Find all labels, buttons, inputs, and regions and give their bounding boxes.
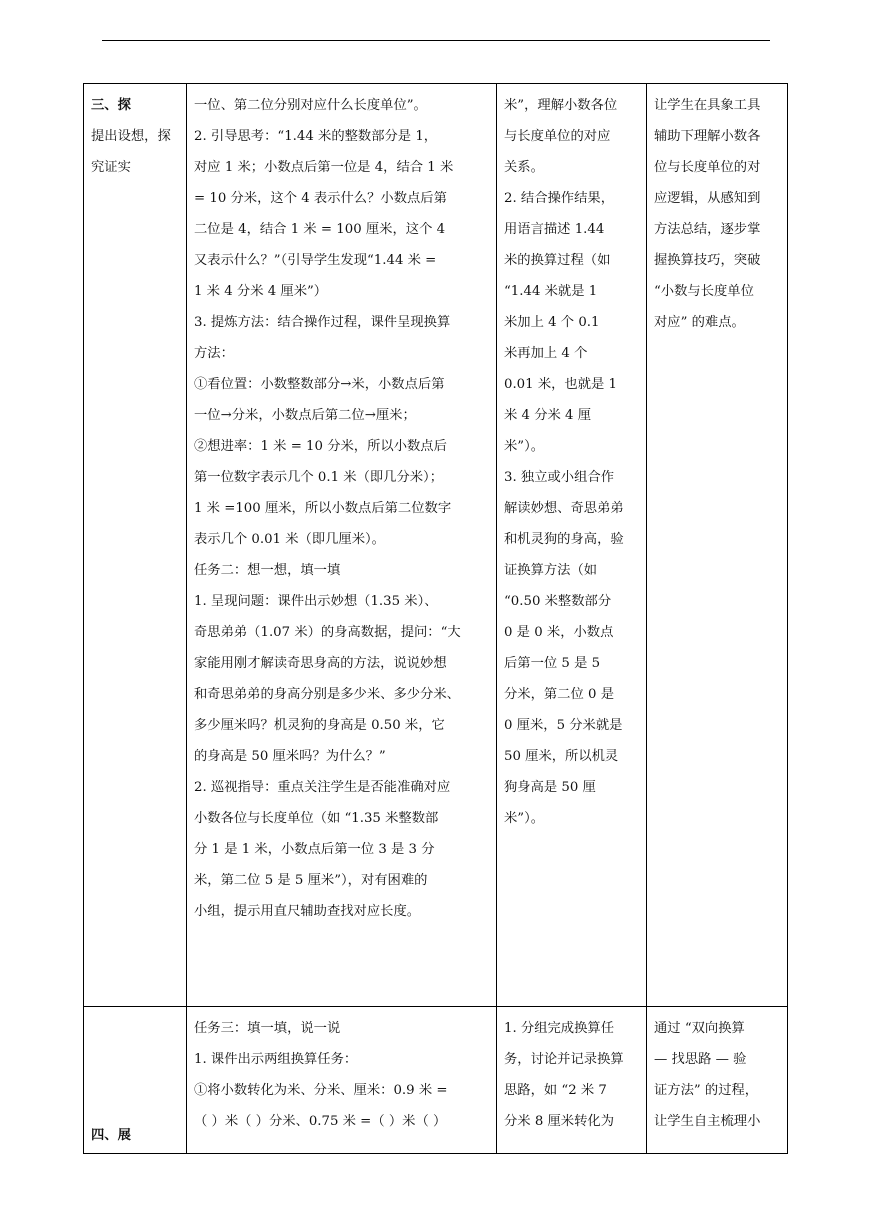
teacher-line: 表示几个 0.01 米（即几厘米）。 bbox=[194, 532, 385, 547]
student-line: 和机灵狗的身高，验 bbox=[504, 532, 624, 547]
student-line: 米”）。 bbox=[504, 811, 545, 826]
teacher-line: 任务二：想一想，填一填 bbox=[194, 563, 341, 578]
design-intent-cell bbox=[647, 84, 788, 1007]
stage-line: 三、探 bbox=[91, 98, 131, 113]
student-line: 0.01 米，也就是 1 bbox=[504, 377, 618, 392]
stage-line: 提出设想，探 bbox=[91, 129, 171, 144]
teacher-line: 1 米 =100 厘米，所以小数点后第二位数字 bbox=[194, 501, 452, 516]
stage-cell bbox=[84, 84, 187, 1007]
intent-line: 让学生自主梳理小 bbox=[654, 1114, 761, 1129]
teacher-line: 3. 提炼方法：结合操作过程，课件呈现换算 bbox=[194, 315, 451, 330]
teacher-line: 的身高是 50 厘米吗？为什么？” bbox=[194, 749, 386, 764]
teacher-line: 任务三：填一填，说一说 bbox=[194, 1021, 341, 1036]
teacher-line: 方法： bbox=[194, 346, 234, 361]
teacher-line: 分 1 是 1 米，小数点后第一位 3 是 3 分 bbox=[194, 842, 435, 857]
teacher-line: ①看位置：小数整数部分→米，小数点后第 bbox=[194, 377, 445, 392]
teacher-line: 多少厘米吗？机灵狗的身高是 0.50 米，它 bbox=[194, 718, 445, 733]
student-line: 关系。 bbox=[504, 160, 544, 175]
teacher-line: ①将小数转化为米、分米、厘米：0.9 米 = bbox=[194, 1083, 448, 1098]
intent-line: — 找思路 — 验 bbox=[654, 1052, 747, 1067]
student-line: 分米，第二位 0 是 bbox=[504, 687, 614, 702]
design-intent-cell bbox=[647, 1007, 788, 1154]
intent-line: 辅助下理解小数各 bbox=[654, 129, 761, 144]
student-line: 米加上 4 个 0.1 bbox=[504, 315, 600, 330]
table-row bbox=[84, 1007, 788, 1154]
intent-line: 方法总结，逐步掌 bbox=[654, 222, 761, 237]
student-line: 务，讨论并记录换算 bbox=[504, 1052, 624, 1067]
teacher-line: 二位是 4，结合 1 米 = 100 厘米，这个 4 bbox=[194, 222, 446, 237]
teacher-line: 一位→分米，小数点后第二位→厘米； bbox=[194, 408, 416, 423]
teacher-line: = 10 分米，这个 4 表示什么？小数点后第 bbox=[194, 191, 447, 206]
student-line: 分米 8 厘米转化为 bbox=[504, 1114, 614, 1129]
intent-line: 握换算技巧，突破 bbox=[654, 253, 761, 268]
student-line: 狗身高是 50 厘 bbox=[504, 780, 596, 795]
student-line: 用语言描述 1.44 bbox=[504, 222, 605, 237]
teacher-activity-cell bbox=[187, 1007, 497, 1154]
student-line: 50 厘米，所以机灵 bbox=[504, 749, 619, 764]
teacher-line: 奇思弟弟（1.07 米）的身高数据，提问：“大 bbox=[194, 625, 461, 640]
teacher-line: （ ）米（ ）分米、0.75 米 =（ ）米（ ） bbox=[194, 1114, 447, 1129]
stage-line: 四、展 bbox=[91, 1128, 131, 1143]
teacher-activity-cell bbox=[187, 84, 497, 1007]
student-line: 与长度单位的对应 bbox=[504, 129, 611, 144]
teacher-line: 家能用刚才解读奇思身高的方法，说说妙想 bbox=[194, 656, 447, 671]
teacher-line: 2. 引导思考：“1.44 米的整数部分是 1， bbox=[194, 129, 438, 144]
student-line: 证换算方法（如 bbox=[504, 563, 598, 578]
teacher-line: 1. 课件出示两组换算任务： bbox=[194, 1052, 358, 1067]
student-line: 2. 结合操作结果， bbox=[504, 191, 614, 206]
teacher-line: 对应 1 米；小数点后第一位是 4，结合 1 米 bbox=[194, 160, 454, 175]
lesson-plan-table bbox=[83, 83, 788, 1154]
intent-line: 让学生在具象工具 bbox=[654, 98, 761, 113]
student-line: 3. 独立或小组合作 bbox=[504, 470, 614, 485]
intent-line: 位与长度单位的对 bbox=[654, 160, 761, 175]
intent-line: 证方法” 的过程， bbox=[654, 1083, 759, 1098]
teacher-line: ②想进率：1 米 = 10 分米，所以小数点后 bbox=[194, 439, 447, 454]
student-line: 米”）。 bbox=[504, 439, 545, 454]
teacher-line: 小组，提示用直尺辅助查找对应长度。 bbox=[194, 904, 421, 919]
teacher-line: 又表示什么？”（引导学生发现“1.44 米 = bbox=[194, 253, 437, 268]
stage-cell bbox=[84, 1007, 187, 1154]
student-line: 思路，如 “2 米 7 bbox=[504, 1083, 607, 1098]
teacher-line: 2. 巡视指导：重点关注学生是否能准确对应 bbox=[194, 780, 451, 795]
stage-line: 究证实 bbox=[91, 160, 131, 175]
header-rule bbox=[102, 40, 770, 41]
intent-line: “小数与长度单位 bbox=[654, 284, 754, 299]
teacher-line: 1. 呈现问题：课件出示妙想（1.35 米）、 bbox=[194, 594, 438, 609]
teacher-line: 一位、第二位分别对应什么长度单位”。 bbox=[194, 98, 427, 113]
student-line: “0.50 米整数部分 bbox=[504, 594, 612, 609]
table-row bbox=[84, 84, 788, 1007]
intent-line: 应逻辑，从感知到 bbox=[654, 191, 761, 206]
student-activity-cell bbox=[497, 1007, 647, 1154]
student-line: “1.44 米就是 1 bbox=[504, 284, 598, 299]
teacher-line: 米，第二位 5 是 5 厘米”），对有困难的 bbox=[194, 873, 428, 888]
student-line: 后第一位 5 是 5 bbox=[504, 656, 601, 671]
intent-line: 通过 “双向换算 bbox=[654, 1021, 745, 1036]
student-activity-cell bbox=[497, 84, 647, 1007]
teacher-line: 1 米 4 分米 4 厘米”） bbox=[194, 284, 328, 299]
teacher-line: 和奇思弟弟的身高分别是多少米、多少分米、 bbox=[194, 687, 460, 702]
student-line: 解读妙想、奇思弟弟 bbox=[504, 501, 624, 516]
intent-line: 对应” 的难点。 bbox=[654, 315, 745, 330]
student-line: 米的换算过程（如 bbox=[504, 253, 611, 268]
student-line: 米再加上 4 个 bbox=[504, 346, 588, 361]
teacher-line: 第一位数字表示几个 0.1 米（即几分米）； bbox=[194, 470, 443, 485]
student-line: 1. 分组完成换算任 bbox=[504, 1021, 614, 1036]
teacher-line: 小数各位与长度单位（如 “1.35 米整数部 bbox=[194, 811, 439, 826]
student-line: 0 厘米，5 分米就是 bbox=[504, 718, 623, 733]
student-line: 0 是 0 米，小数点 bbox=[504, 625, 614, 640]
student-line: 米”，理解小数各位 bbox=[504, 98, 618, 113]
student-line: 米 4 分米 4 厘 bbox=[504, 408, 592, 423]
